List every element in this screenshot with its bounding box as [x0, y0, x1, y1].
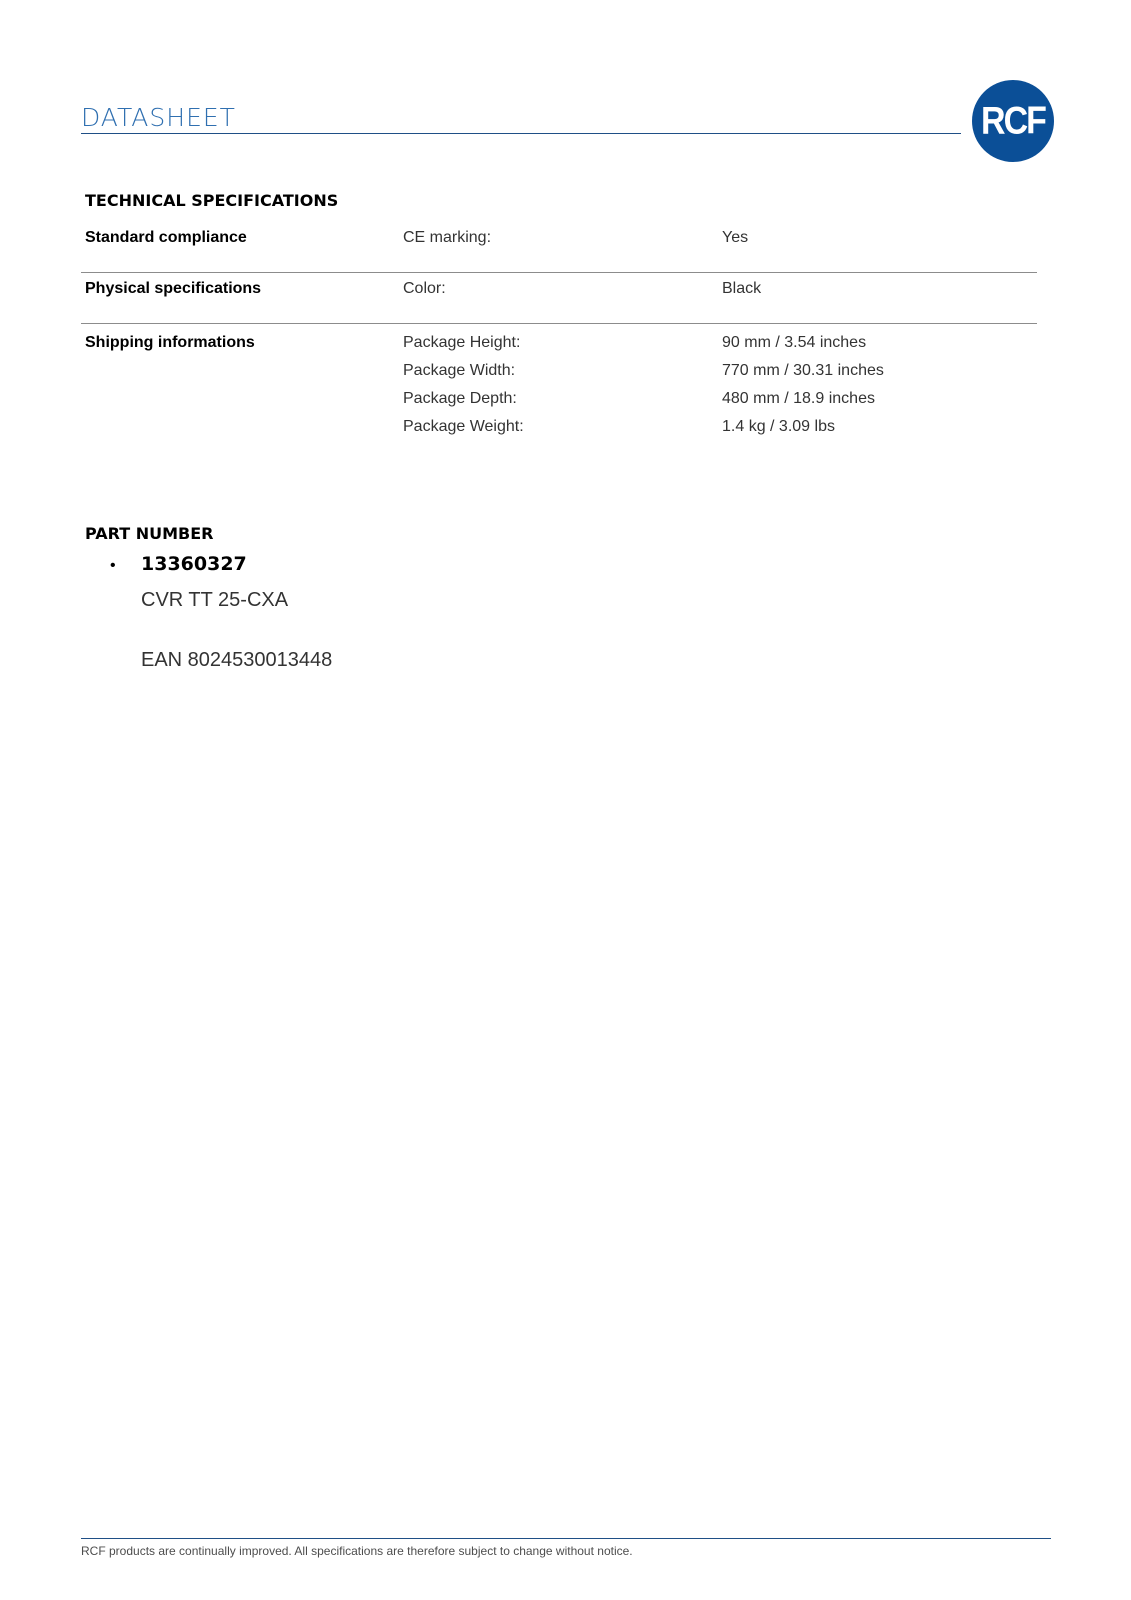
- spec-key: Package Height:: [403, 334, 521, 351]
- spec-row: [81, 229, 1037, 257]
- spec-row: [81, 334, 1037, 362]
- spec-value: Black: [722, 280, 762, 297]
- spec-value: 480 mm / 18.9 inches: [722, 390, 875, 407]
- spec-group-label: Physical specifications: [85, 280, 262, 297]
- part-number-heading: PART NUMBER: [85, 524, 214, 543]
- spec-key: Package Width:: [403, 362, 516, 379]
- spec-key: Package Depth:: [403, 390, 517, 407]
- spec-row: [81, 390, 1037, 418]
- spec-group-label: Standard compliance: [85, 229, 247, 246]
- spec-key: Color:: [403, 280, 446, 297]
- technical-specifications-heading: TECHNICAL SPECIFICATIONS: [85, 191, 339, 210]
- spec-key: Package Weight:: [403, 418, 524, 435]
- spec-value: Yes: [722, 229, 749, 246]
- footer-divider: [81, 1538, 1051, 1539]
- spec-group-label: Shipping informations: [85, 334, 255, 351]
- logo-text: RCF: [981, 98, 1045, 143]
- spec-value: 1.4 kg / 3.09 lbs: [722, 418, 835, 435]
- spec-group-standard-compliance: [81, 229, 1037, 273]
- document-title: DATASHEET: [81, 103, 236, 132]
- spec-value: 770 mm / 30.31 inches: [722, 362, 884, 379]
- spec-group-physical-specifications: [81, 280, 1037, 324]
- rcf-logo: [972, 80, 1054, 162]
- part-description: CVR TT 25-CXA: [141, 589, 289, 611]
- spec-key: CE marking:: [403, 229, 492, 246]
- spec-row: [81, 418, 1037, 446]
- spec-group-shipping-informations: [81, 334, 1037, 446]
- footer-disclaimer: RCF products are continually improved. All specifications are therefore subject to change without notice.: [81, 1544, 633, 1558]
- spec-value: 90 mm / 3.54 inches: [722, 334, 867, 351]
- part-ean: EAN 8024530013448: [141, 649, 333, 671]
- list-bullet: •: [110, 557, 116, 574]
- spec-row: [81, 280, 1037, 308]
- spec-row: [81, 362, 1037, 390]
- part-number: 13360327: [141, 553, 247, 575]
- header-divider: [81, 133, 961, 134]
